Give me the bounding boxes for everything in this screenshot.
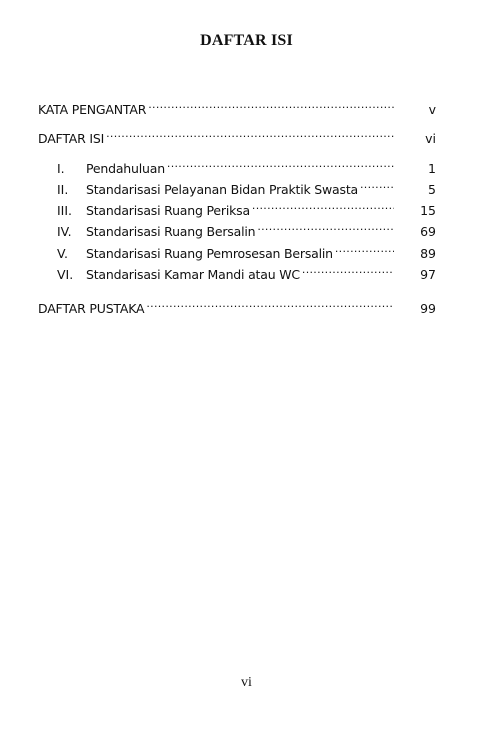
- toc-chapter-number: IV.: [57, 224, 72, 239]
- toc-entry-label: DAFTAR PUSTAKA: [38, 301, 145, 316]
- toc-entry-label: Standarisasi Ruang Bersalin: [86, 224, 256, 239]
- toc-chapter-number: II.: [57, 182, 69, 197]
- toc-page-number: 5: [428, 182, 436, 197]
- toc-entry-label: KATA PENGANTAR: [38, 102, 147, 117]
- toc-chapter-number: III.: [57, 203, 73, 218]
- toc-entry-label: DAFTAR ISI: [38, 131, 105, 146]
- toc-entry-kata-pengantar[interactable]: [38, 96, 436, 117]
- toc-entry-label: Standarisasi Ruang Periksa: [86, 203, 250, 218]
- toc-chapter-number: V.: [57, 246, 68, 261]
- toc-entry-label: Standarisasi Ruang Pemrosesan Bersalin: [86, 246, 333, 261]
- toc-entry-chapter-1[interactable]: [57, 155, 436, 176]
- toc-dot-leader: [148, 96, 394, 114]
- toc-page-number: v: [428, 102, 436, 117]
- toc-entry-daftar-isi[interactable]: [38, 125, 436, 146]
- toc-entry-label: Pendahuluan: [86, 161, 165, 176]
- toc-page-number: 69: [420, 224, 436, 239]
- toc-entry-chapter-6[interactable]: [57, 261, 436, 282]
- toc-dot-leader: [302, 261, 394, 279]
- toc-entry-chapter-2[interactable]: [57, 176, 436, 197]
- toc-page-number: 15: [420, 203, 436, 218]
- toc-page-number: vi: [425, 131, 436, 146]
- toc-chapter-number: VI.: [57, 267, 74, 282]
- toc-dot-leader: [257, 218, 394, 236]
- toc-dot-leader: [106, 125, 394, 143]
- toc-entry-chapter-4[interactable]: [57, 218, 436, 239]
- toc-entry-chapter-5[interactable]: [57, 240, 436, 261]
- toc-chapter-number: I.: [57, 161, 65, 176]
- page-title: DAFTAR ISI: [200, 32, 293, 49]
- toc-dot-leader: [252, 197, 394, 215]
- toc-entry-chapter-3[interactable]: [57, 197, 436, 218]
- page-footer-number: vi: [241, 675, 252, 690]
- toc-page-number: 97: [420, 267, 436, 282]
- toc-page-number: 89: [420, 246, 436, 261]
- toc-dot-leader: [146, 295, 394, 313]
- toc-entry-label: Standarisasi Pelayanan Bidan Praktik Swasta: [86, 182, 358, 197]
- toc-entry-label: Standarisasi Kamar Mandi atau WC: [86, 267, 300, 282]
- toc-page-number: 99: [420, 301, 436, 316]
- toc-dot-leader: [167, 155, 394, 173]
- toc-page-number: 1: [428, 161, 436, 176]
- toc-dot-leader: [335, 240, 394, 258]
- toc-entry-daftar-pustaka[interactable]: [38, 295, 436, 316]
- toc-dot-leader: [360, 176, 394, 194]
